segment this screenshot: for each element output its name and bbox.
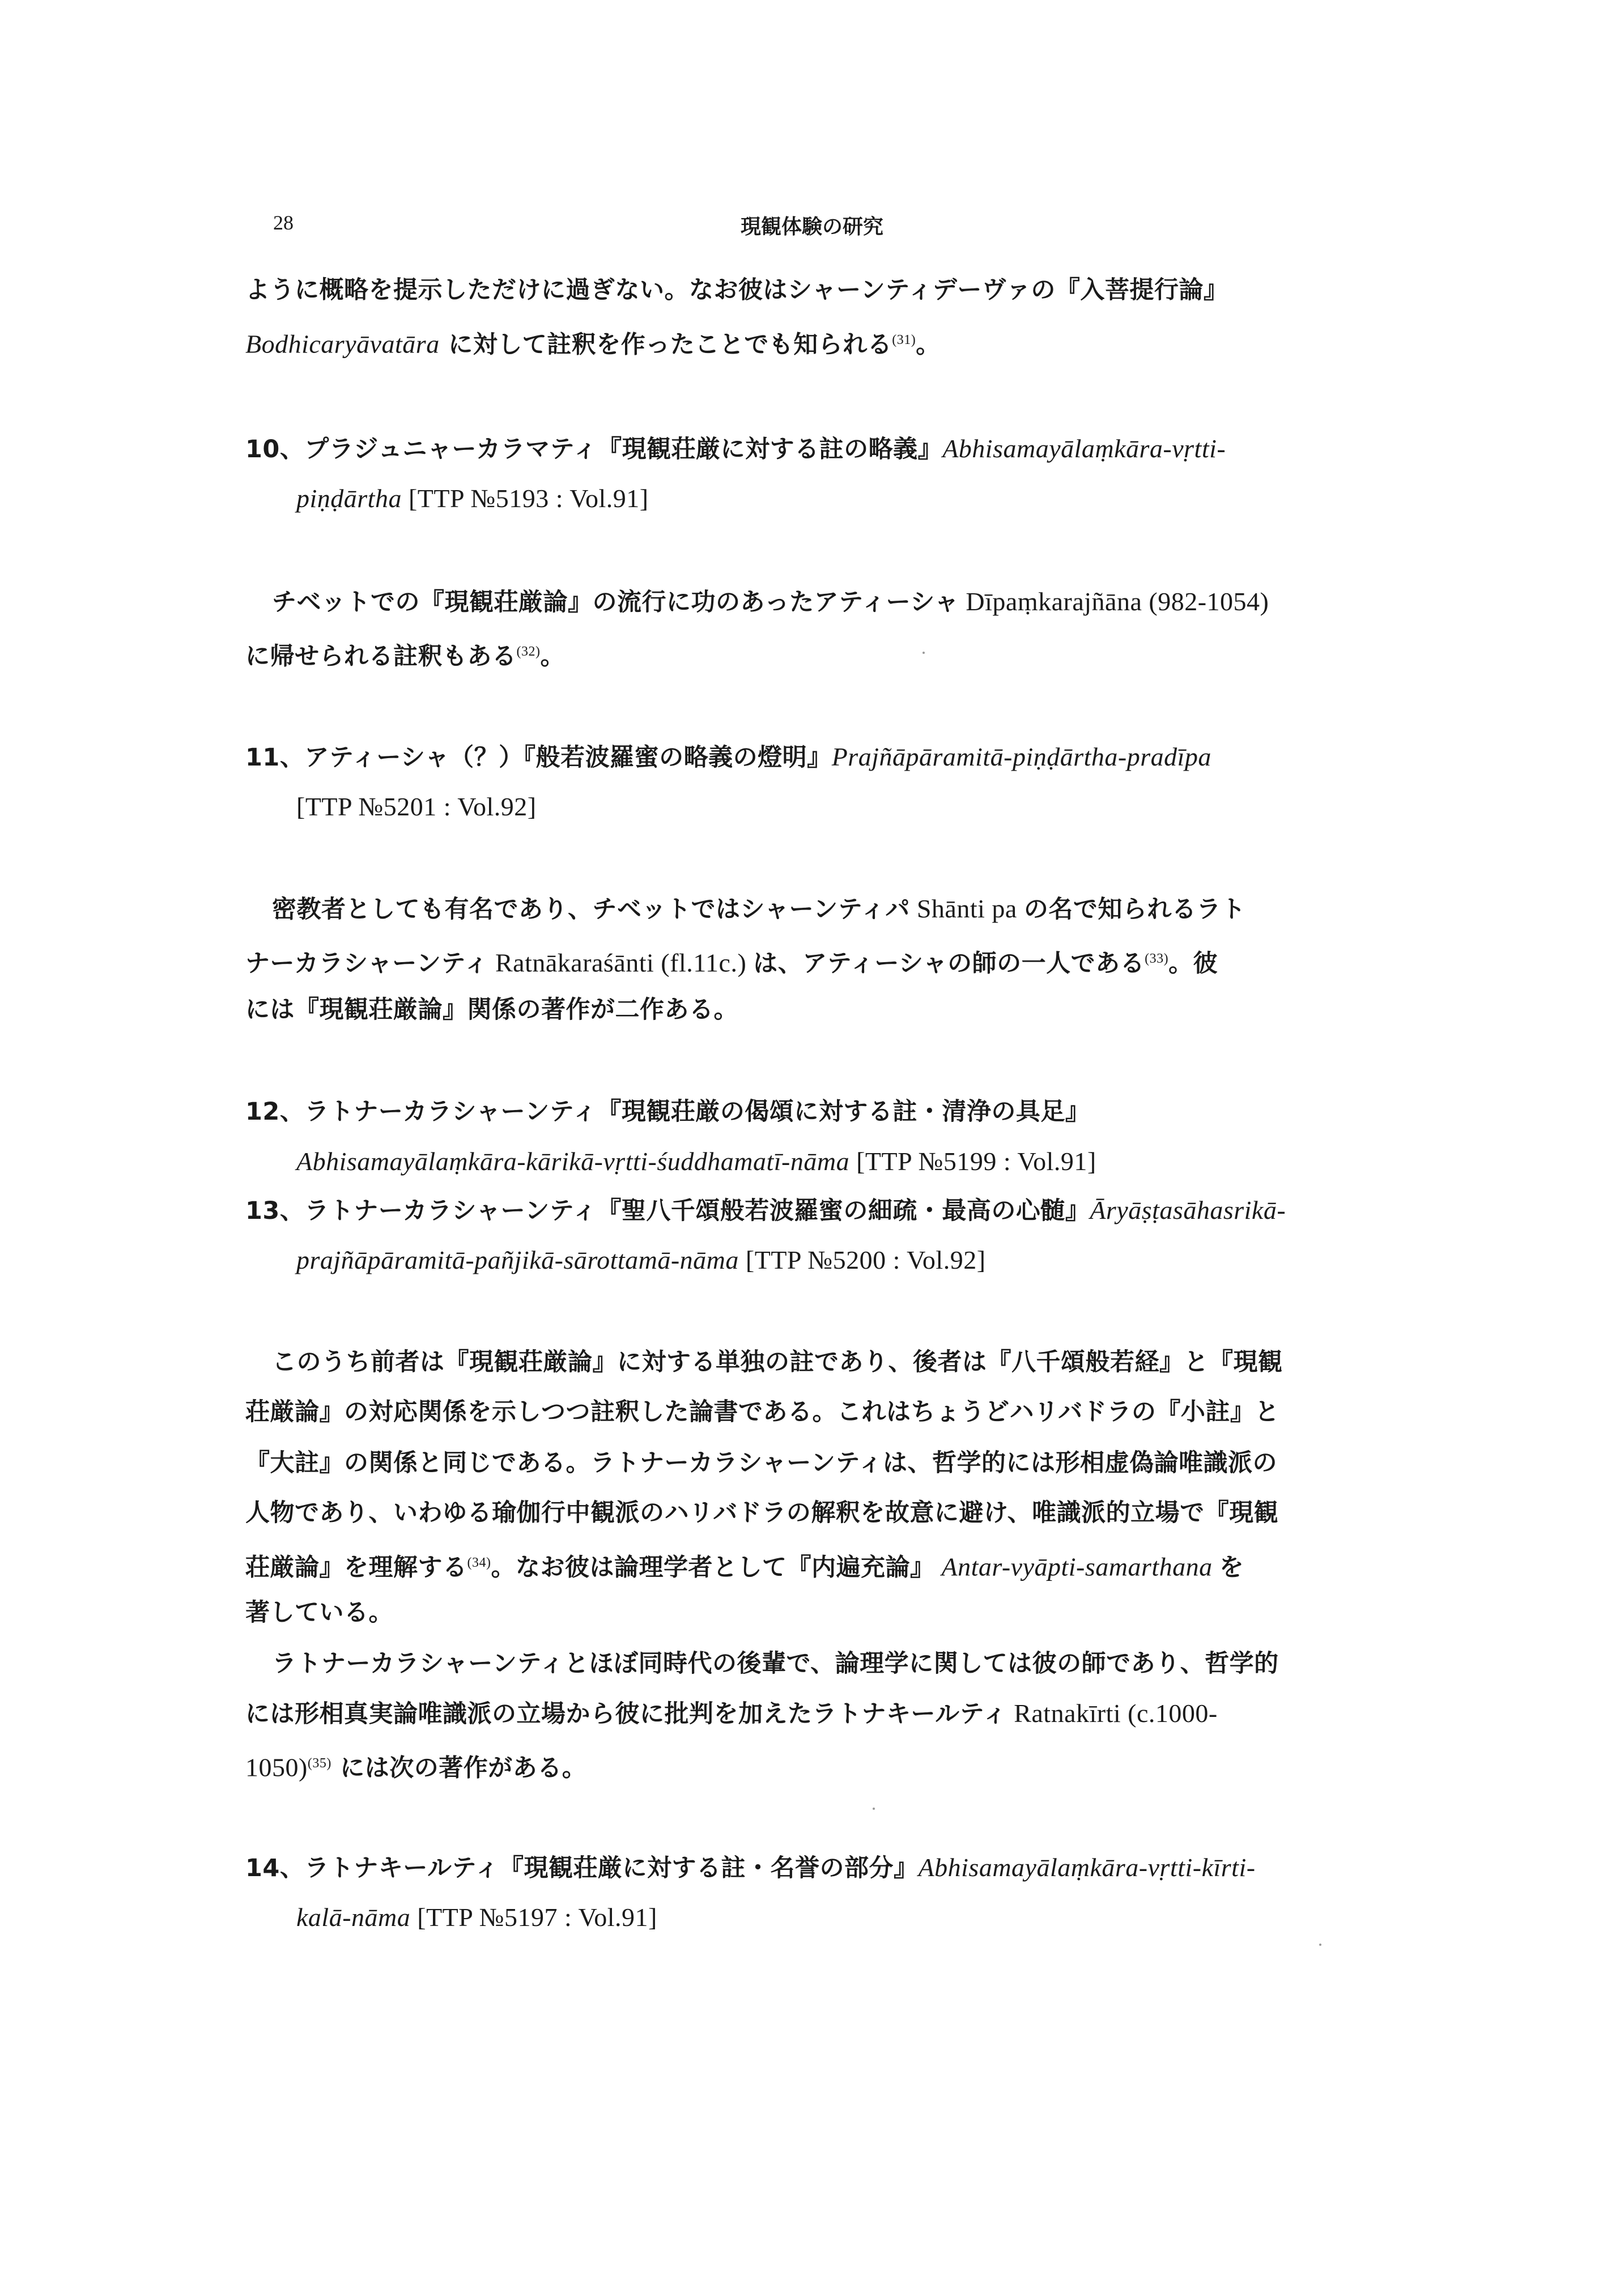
page-number: 28	[273, 211, 294, 234]
bibliography-entry-continued: Abhisamayālaṃkāra-kārikā-vṛtti-śuddhamatī-nāma [TTP №5199 : Vol.91]	[296, 1147, 1096, 1176]
paragraph-line: 密教者としても有名であり、チベットではシャーンティパ Shānti pa の名で知られるラト	[272, 894, 1246, 924]
footnote-ref: (32)	[516, 644, 541, 659]
footnote-ref: (31)	[892, 333, 916, 347]
page-header	[0, 211, 1624, 245]
paragraph-line: 荘厳論』を理解する$^{(34)}$。なお彼は論理学者として『内遍充論』 Antar-vyāpti-samarthana を	[245, 1552, 1244, 1582]
paragraph-line: 1050)$^{(35)}$ には次の著作がある。	[245, 1753, 587, 1783]
paragraph-line: 『大註』の関係と同じである。ラトナーカラシャーンティは、哲学的には形相虚偽論唯識派の	[245, 1449, 1277, 1477]
bibliography-entry-continued: piṇḍārtha [TTP №5193 : Vol.91]	[296, 484, 649, 513]
bibliography-entry-continued: [TTP №5201 : Vol.92]	[296, 792, 537, 821]
footnote-ref: (34)	[467, 1555, 491, 1570]
paragraph-line: に帰せられる註釈もある$^{(32)}$。	[245, 642, 565, 671]
footnote-ref: (35)	[307, 1756, 331, 1771]
paragraph-line: 荘厳論』の対応関係を示しつつ註釈した論書である。これはちょうどハリバドラの『小註』と	[245, 1398, 1279, 1426]
bibliography-entry: 10、プラジュニャーカラマティ『現観荘厳に対する註の略義』Abhisamayālaṃkāra-vṛtti-	[245, 434, 1226, 464]
scan-speck	[922, 652, 925, 654]
footnote-ref: (33)	[1145, 951, 1169, 966]
running-title: 現観体験の研究	[740, 215, 883, 239]
paragraph-line: 著している。	[245, 1598, 393, 1627]
bibliography-entry: 11、アティーシャ（？）『般若波羅蜜の略義の燈明』Prajñāpāramitā-piṇḍārtha-pradīpa	[245, 742, 1211, 772]
bibliography-entry: 13、ラトナーカラシャーンティ『聖八千頌般若波羅蜜の細疏・最高の心髄』Āryāṣṭasāhasrikā-	[245, 1196, 1286, 1225]
paragraph-line: このうち前者は『現観荘厳論』に対する単独の註であり、後者は『八千頌般若経』と『現観	[272, 1348, 1283, 1376]
paragraph-line: には『現観荘厳論』関係の著作が二作ある。	[245, 996, 738, 1024]
bibliography-entry-continued: kalā-nāma [TTP №5197 : Vol.91]	[296, 1903, 657, 1932]
paragraph-line: ラトナーカラシャーンティとほぼ同時代の後輩で、論理学に関しては彼の師であり、哲学的	[272, 1649, 1279, 1678]
scan-speck	[1319, 1944, 1321, 1946]
bibliography-entry-continued: prajñāpāramitā-pañjikā-sārottamā-nāma [TTP №5200 : Vol.92]	[296, 1245, 986, 1274]
scan-speck	[873, 1808, 875, 1810]
paragraph-line: 人物であり、いわゆる瑜伽行中観派のハリバドラの解釈を故意に避け、唯識派的立場で『現観	[245, 1499, 1279, 1527]
bibliography-entry: 12、ラトナーカラシャーンティ『現観荘厳の偈頌に対する註・清浄の具足』	[245, 1098, 1090, 1126]
paragraph-line: チベットでの『現観荘厳論』の流行に功のあったアティーシャ Dīpaṃkarajñāna (982-1054)	[272, 587, 1269, 616]
bibliography-entry: 14、ラトナキールティ『現観荘厳に対する註・名誉の部分』Abhisamayālaṃkāra-vṛtti-kīrti-	[245, 1853, 1256, 1882]
paragraph-line: には形相真実論唯識派の立場から彼に批判を加えたラトナキールティ Ratnakīrti (c.1000-	[245, 1699, 1218, 1728]
paragraph-line: ように概略を提示しただけに過ぎない。なお彼はシャーンティデーヴァの『入菩提行論』	[245, 276, 1228, 304]
paragraph-line: Bodhicaryāvatāra に対して註釈を作ったことでも知られる$^{(31)}$。	[245, 329, 941, 359]
paragraph-line: ナーカラシャーンティ Ratnākaraśānti (fl.11c.) は、アティーシャの師の一人である$^{(33)}$。彼	[245, 948, 1218, 978]
